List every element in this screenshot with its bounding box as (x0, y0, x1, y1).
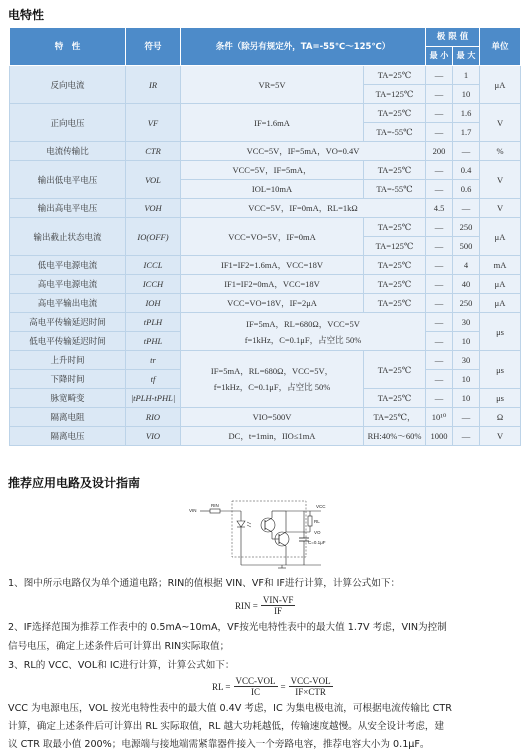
param-symbol: tPLH (126, 313, 181, 332)
formula-lhs: RL = (212, 681, 231, 692)
temp-condition: TA=25℃ (364, 161, 426, 180)
param-name: 下降时间 (10, 370, 126, 389)
max-value: 1.6 (453, 104, 480, 123)
param-name: 低电平传输延迟时间 (10, 332, 126, 351)
unit-value: μs (480, 351, 521, 389)
condition-line: f=1kHz，C=0.1μF，占空比 50% (213, 382, 331, 392)
formula-denominator: IC (251, 687, 260, 697)
max-value: — (453, 408, 480, 427)
formula-numerator: VIN-VF (262, 595, 294, 605)
temp-condition: RH:40%～60% (364, 427, 426, 446)
unit-value: μs (480, 389, 521, 408)
param-condition (181, 351, 364, 408)
formula-denominator: IF×CTR (295, 687, 326, 697)
rin-label: RIN (211, 503, 219, 508)
min-value: — (426, 85, 453, 104)
param-name: 高电平电源电流 (10, 275, 126, 294)
param-name: 电流传输比 (10, 142, 126, 161)
param-symbol: IO(OFF) (126, 218, 181, 256)
param-symbol: VIO (126, 427, 181, 446)
temp-condition: TA=25℃ (364, 218, 426, 237)
formula-rl (212, 676, 333, 697)
min-value: — (426, 351, 453, 370)
guide-paragraph-3: 3、RL的 VCC、VOL和 IC进行计算，计算公式如下： (8, 660, 235, 671)
vin-label: VIN (189, 508, 197, 513)
param-condition: VCC=5V，IF=0mA，RL=1kΩ (181, 199, 426, 218)
formula-numerator: VCC-VOL (235, 676, 276, 686)
max-value: 0.4 (453, 161, 480, 180)
min-value: — (426, 218, 453, 237)
unit-value: μA (480, 218, 521, 256)
unit-value: μA (480, 66, 521, 104)
temp-condition: TA=-55℃ (364, 180, 426, 199)
param-name: 隔离电阻 (10, 408, 126, 427)
unit-value: V (480, 427, 521, 446)
header-limit: 极 限 值 (426, 28, 480, 47)
min-value: — (426, 66, 453, 85)
param-symbol: tf (126, 370, 181, 389)
max-value: 40 (453, 275, 480, 294)
param-symbol: |tPLH-tPHL| (126, 389, 181, 408)
temp-condition: TA=25℃ (364, 66, 426, 85)
unit-value: % (480, 142, 521, 161)
min-value: — (426, 332, 453, 351)
param-symbol: VOL (126, 161, 181, 199)
max-value: 1.7 (453, 123, 480, 142)
condition-line: IF=5mA，RL=680Ω，VCC=5V (246, 318, 360, 329)
temp-condition: TA=25℃ (364, 294, 426, 313)
formula-numerator: VCC-VOL (290, 676, 331, 686)
unit-value: mA (480, 256, 521, 275)
param-symbol: tPHL (126, 332, 181, 351)
header-conditions: 条件（除另有规定外，TA=-55℃～125℃） (181, 28, 426, 66)
temp-condition: TA=-55℃ (364, 123, 426, 142)
param-name: 正向电压 (10, 104, 126, 142)
formula-equals: = (280, 681, 286, 692)
unit-value: Ω (480, 408, 521, 427)
max-value: 10 (453, 332, 480, 351)
max-value: 1 (453, 66, 480, 85)
header-unit: 单位 (480, 28, 521, 66)
max-value: — (453, 427, 480, 446)
param-symbol: IR (126, 66, 181, 104)
param-name: 高电平传输延迟时间 (10, 313, 126, 332)
min-value: — (426, 389, 453, 408)
param-condition: VIO=500V (181, 408, 364, 427)
param-condition: VCC=5V，IF=5mA， (181, 161, 364, 180)
formula-lhs: RIN = (235, 600, 258, 611)
param-symbol: CTR (126, 142, 181, 161)
max-value: 250 (453, 294, 480, 313)
max-value: 30 (453, 351, 480, 370)
header-min: 最 小 (426, 47, 453, 66)
header-param: 特 性 (10, 28, 126, 66)
header-symbol: 符号 (126, 28, 181, 66)
unit-value: V (480, 104, 521, 142)
guide-paragraph-2b: 信号电压，确定上述条件后可计算出 RIN实际取值； (8, 641, 230, 652)
param-name: 输出截止状态电流 (10, 218, 126, 256)
unit-value: V (480, 199, 521, 218)
min-value: 4.5 (426, 199, 453, 218)
param-condition: IF1=IF2=0mA，VCC=18V (181, 275, 364, 294)
temp-condition: TA=25℃ (364, 256, 426, 275)
capacitor-label: C=0.1μF (308, 540, 326, 545)
min-value: — (426, 313, 453, 332)
param-symbol: IOH (126, 294, 181, 313)
max-value: 500 (453, 237, 480, 256)
param-symbol: VOH (126, 199, 181, 218)
param-condition: VCC=VO=5V，IF=0mA (181, 218, 364, 256)
header-max: 最 大 (453, 47, 480, 66)
formula-denominator: IF (274, 606, 283, 616)
temp-condition: TA=25℃ (364, 275, 426, 294)
min-value: — (426, 161, 453, 180)
min-value: — (426, 237, 453, 256)
max-value: 0.6 (453, 180, 480, 199)
temp-condition: TA=25℃， (364, 408, 426, 427)
param-condition: VCC=5V，IF=5mA，VO=0.4V (181, 142, 426, 161)
param-name: 反向电流 (10, 66, 126, 104)
temp-condition: TA=125℃ (364, 85, 426, 104)
param-symbol: VF (126, 104, 181, 142)
param-name: 脉宽畸变 (10, 389, 126, 408)
guide-paragraph-2a: 2、IF选择范围为推荐工作表中的 0.5mA~10mA，VF按光电特性表中的最大值 1.7V 考虑，VIN为控制 (8, 622, 447, 633)
param-name: 隔离电压 (10, 427, 126, 446)
unit-value: V (480, 161, 521, 199)
min-value: 1000 (426, 427, 453, 446)
param-condition: IF=1.6mA (181, 104, 364, 142)
temp-condition: TA=125℃ (364, 237, 426, 256)
min-value: — (426, 370, 453, 389)
rl-label: RL (314, 519, 320, 524)
guide-paragraph-4b: 计算，确定上述条件后可计算出 RL 实际取值，RL 越大功耗越低，传输速度越慢。从安全设计考虑，建 (8, 721, 445, 732)
section-title-electrical: 电特性 (8, 8, 45, 22)
formula-rin (235, 595, 295, 616)
min-value: — (426, 294, 453, 313)
min-value: — (426, 104, 453, 123)
max-value: — (453, 199, 480, 218)
max-value: 10 (453, 389, 480, 408)
param-name: 输出高电平电压 (10, 199, 126, 218)
param-symbol: RIO (126, 408, 181, 427)
min-value: — (426, 123, 453, 142)
param-name: 低电平电源电流 (10, 256, 126, 275)
param-condition (181, 313, 426, 351)
min-value: — (426, 275, 453, 294)
package-outline (232, 501, 306, 557)
guide-paragraph-4c: 议 CTR 取最小值 200%；电源端与接地端需紧靠器件接入一个旁路电容，推荐电容大小为 0.1μF。 (8, 739, 430, 750)
electrical-characteristics-table (9, 27, 521, 446)
param-condition: IF1=IF2=1.6mA，VCC=18V (181, 256, 364, 275)
param-condition: VR=5V (181, 66, 364, 104)
led-symbol (237, 521, 245, 527)
rin-resistor (210, 509, 220, 513)
param-symbol: tr (126, 351, 181, 370)
min-value: — (426, 180, 453, 199)
rl-resistor (308, 516, 312, 526)
temp-condition: TA=25℃ (364, 389, 426, 408)
application-circuit-diagram (186, 499, 336, 571)
temp-condition: TA=25℃ (364, 351, 426, 389)
condition-line: f=1kHz，C=0.1μF，占空比 50% (244, 334, 362, 345)
vo-label: VO (314, 530, 321, 535)
unit-value: μA (480, 275, 521, 294)
param-name: 上升时间 (10, 351, 126, 370)
max-value: — (453, 142, 480, 161)
guide-paragraph-1: 1、图中所示电路仅为单个通道电路；RIN的值根据 VIN、VF和 IF进行计算，计算公式如下： (8, 578, 401, 589)
guide-paragraph-4a: VCC 为电源电压，VOL 按光电特性表中的最大值 0.4V 考虑，IC 为集电极电流，可根据电流传输比 CTR (8, 703, 452, 714)
condition-line: IF=5mA，RL=680Ω，VCC=5V， (210, 366, 334, 376)
param-symbol: ICCH (126, 275, 181, 294)
min-value: 10¹⁰ (426, 408, 453, 427)
param-condition: IOL=10mA (181, 180, 364, 199)
max-value: 10 (453, 85, 480, 104)
vcc-label: VCC (316, 504, 326, 509)
param-symbol: ICCL (126, 256, 181, 275)
min-value: 200 (426, 142, 453, 161)
temp-condition: TA=25℃ (364, 104, 426, 123)
max-value: 250 (453, 218, 480, 237)
section-title-application: 推荐应用电路及设计指南 (8, 476, 141, 490)
param-name: 高电平输出电流 (10, 294, 126, 313)
param-condition: VCC=VO=18V，IF=2μA (181, 294, 364, 313)
param-condition: DC，t=1min，IIO≤1mA (181, 427, 364, 446)
max-value: 10 (453, 370, 480, 389)
max-value: 4 (453, 256, 480, 275)
unit-value: μs (480, 313, 521, 351)
max-value: 30 (453, 313, 480, 332)
unit-value: μA (480, 294, 521, 313)
min-value: — (426, 256, 453, 275)
param-name: 输出低电平电压 (10, 161, 126, 199)
